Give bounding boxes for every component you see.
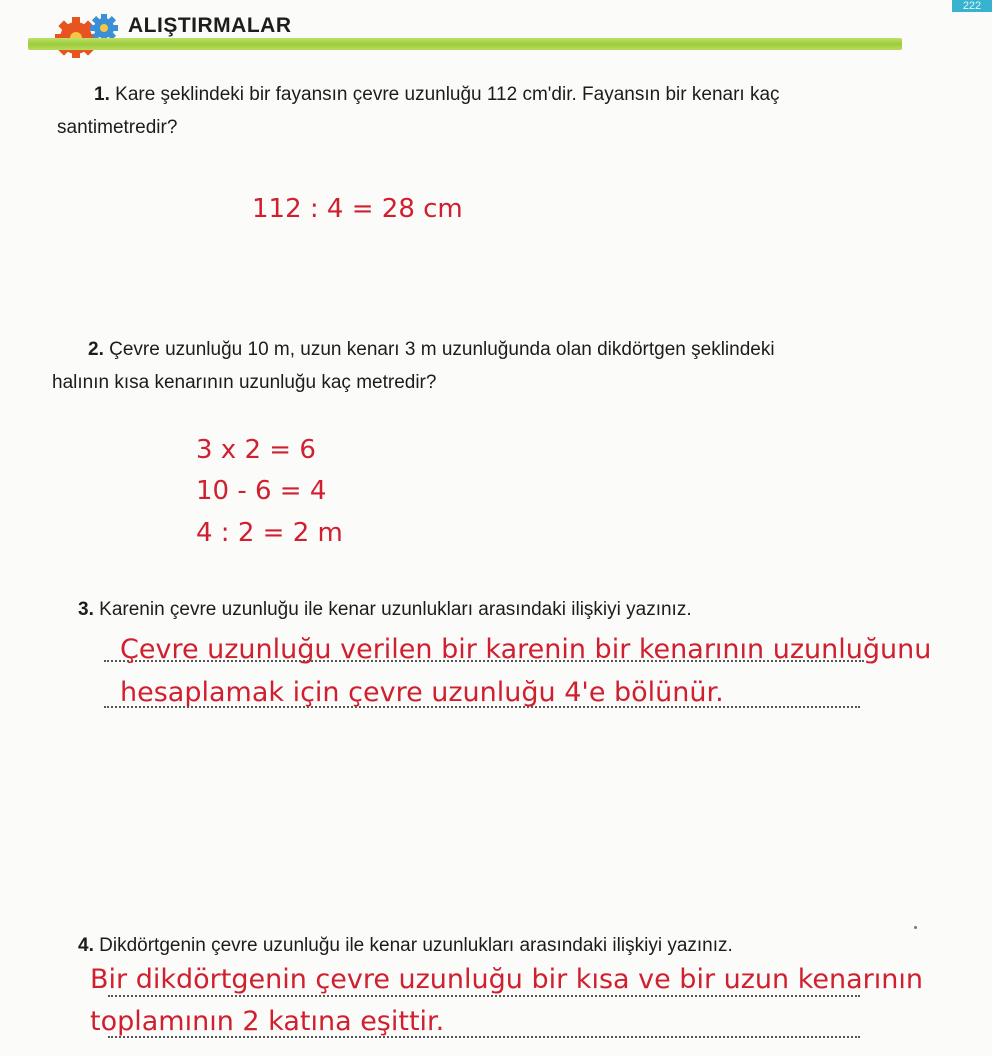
writing-line [108,995,860,997]
question-1-number: 1. [94,84,110,105]
question-4-number: 4. [78,935,94,956]
question-2-number: 2. [88,339,104,360]
question-2-text: Çevre uzunluğu 10 m, uzun kenarı 3 m uzunluğunda olan dikdörtgen şeklindeki [109,339,775,360]
answer-2-line3: 4 : 2 = 2 m [196,518,343,548]
question-3-text: Karenin çevre uzunluğu ile kenar uzunlukları arasındaki ilişkiyi yazınız. [99,599,692,620]
question-2-line1 [88,332,775,368]
question-4-text: Dikdörtgenin çevre uzunluğu ile kenar uzunlukları arasındaki ilişkiyi yazınız. [99,935,733,956]
question-1-line2: santimetredir? [57,117,178,138]
question-2-line2: halının kısa kenarının uzunluğu kaç metredir? [52,372,437,393]
answer-2-line1: 3 x 2 = 6 [196,435,316,465]
answer-4-line1: Bir dikdörtgenin çevre uzunluğu bir kısa ve bir uzun kenarının [90,964,923,995]
section-title: ALIŞTIRMALAR [128,14,292,37]
question-4-line1 [78,928,733,964]
speck [914,926,917,929]
question-3-line1 [78,592,692,628]
gears-icon [52,12,124,58]
question-3-number: 3. [78,599,94,620]
question-1-line1 [94,77,780,113]
header-bar [28,38,902,50]
answer-2-line2: 10 - 6 = 4 [196,476,327,506]
answer-4-line2: toplamının 2 katına eşittir. [90,1006,445,1037]
question-1-text: Kare şeklindeki bir fayansın çevre uzunluğu 112 cm'dir. Fayansın bir kenarı kaç [115,84,780,105]
answer-1-line1: 112 : 4 = 28 cm [252,194,463,224]
page-number: 222 [952,0,992,12]
answer-3-line1: Çevre uzunluğu verilen bir karenin bir kenarının uzunluğunu [120,634,932,665]
answer-3-line2: hesaplamak için çevre uzunluğu 4'e bölünür. [120,677,724,708]
